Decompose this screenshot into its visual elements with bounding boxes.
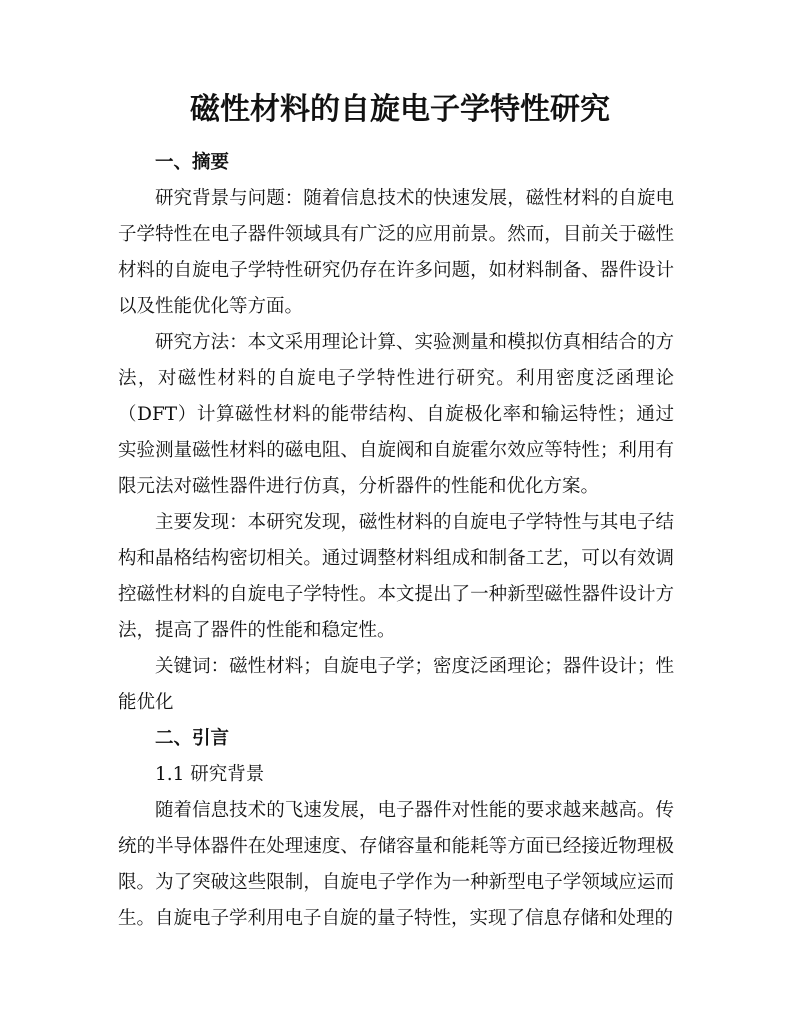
section-heading-introduction: 二、引言 <box>155 728 230 749</box>
document-body <box>118 145 674 937</box>
section-heading-abstract: 一、摘要 <box>155 152 230 173</box>
abstract-methods-paragraph: 研究方法：本文采用理论计算、实验测量和模拟仿真相结合的方法，对磁性材料的自旋电子学特性进行研究。利用密度泛函理论（DFT）计算磁性材料的能带结构、自旋极化率和输运特性；通过实验测量磁性材料的磁电阻、自旋阀和自旋霍尔效应等特性；利用有限元法对磁性器件进行仿真，分析器件的性能和优化方案。 <box>118 332 674 497</box>
abstract-keywords-paragraph: 关键词：磁性材料；自旋电子学；密度泛函理论；器件设计；性能优化 <box>118 656 674 713</box>
subsection-heading-background: 1.1 研究背景 <box>155 764 265 785</box>
introduction-paragraph: 随着信息技术的飞速发展，电子器件对性能的要求越来越高。传统的半导体器件在处理速度、存储容量和能耗等方面已经接近物理极限。为了突破这些限制，自旋电子学作为一种新型电子学领域应运而生。自旋电子学利用电子自旋的量子特性，实现了信息存储和处理的 <box>118 800 674 929</box>
abstract-background-paragraph: 研究背景与问题：随着信息技术的快速发展，磁性材料的自旋电子学特性在电子器件领域具有广泛的应用前景。然而，目前关于磁性材料的自旋电子学特性研究仍存在许多问题，如材料制备、器件设计以及性能优化等方面。 <box>118 188 674 317</box>
abstract-findings-paragraph: 主要发现：本研究发现，磁性材料的自旋电子学特性与其电子结构和晶格结构密切相关。通过调整材料组成和制备工艺，可以有效调控磁性材料的自旋电子学特性。本文提出了一种新型磁性器件设计方法，提高了器件的性能和稳定性。 <box>118 512 674 641</box>
page-title: 磁性材料的自旋电子学特性研究 <box>190 92 610 127</box>
